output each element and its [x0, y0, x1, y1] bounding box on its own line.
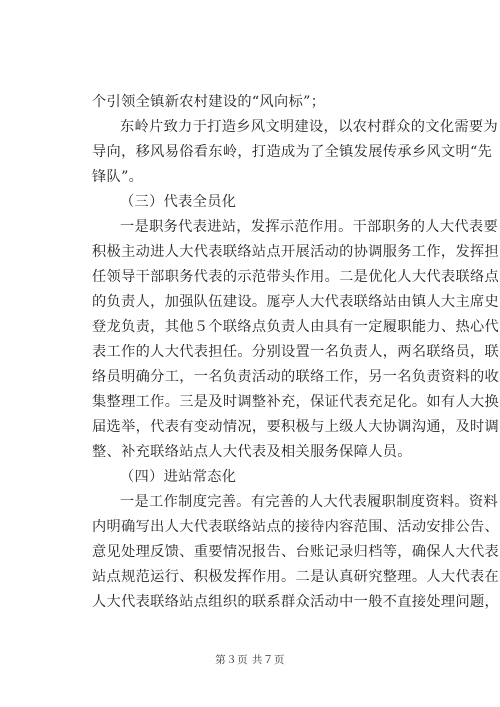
- body-line: 一是职务代表进站，发挥示范作用。干部职务的人大代表要: [120, 219, 498, 235]
- body-line: 积极主动进人大代表联络站点开展活动的协调服务工作，发挥担: [92, 244, 500, 260]
- document-body: [92, 90, 500, 615]
- body-line: 意见处理反馈、重要情况报告、台账记录归档等，确保人大代表: [92, 544, 500, 560]
- body-line: 东岭片致力于打造乡风文明建设，以农村群众的文化需要为: [120, 119, 498, 135]
- body-line: 届选举，代表有变动情况，要积极与上级人大协调沟通，及时调: [92, 419, 500, 435]
- body-line: 导向，移风易俗看东岭，打造成为了全镇发展传承乡风文明“先: [92, 144, 493, 160]
- body-line: 表工作的人大代表担任。分别设置一名负责人，两名联络员，联: [92, 344, 500, 360]
- body-line: 一是工作制度完善。有完善的人大代表履职制度资料。资料: [120, 494, 498, 510]
- body-line: 络员明确分工，一名负责活动的联络工作，另一名负责资料的收: [92, 369, 500, 385]
- body-line: 人大代表联络站点组织的联系群众活动中一般不直接处理问题，: [92, 594, 500, 610]
- body-line: 整、补充联络站点人大代表及相关服务保障人员。: [92, 444, 412, 460]
- body-line: 锋队”。: [92, 169, 144, 185]
- section-heading: （四）进站常态化: [120, 469, 237, 485]
- body-line: 站点规范运行、积极发挥作用。二是认真研究整理。人大代表在: [92, 569, 500, 585]
- page-number-footer: 第３页 共７页: [215, 654, 285, 666]
- body-line: 个引领全镇新农村建设的“风向标”；: [92, 94, 326, 110]
- body-line: 内明确写出人大代表联络站点的接待内容范围、活动安排公告、: [92, 519, 500, 535]
- body-line: 登龙负责，其他５个联络点负责人由具有一定履职能力、热心代: [92, 319, 500, 335]
- body-line: 的负责人，加强队伍建设。厖亭人大代表联络站由镇人大主席史: [92, 294, 500, 310]
- body-line: 集整理工作。三是及时调整补充，保证代表充足化。如有人大换: [92, 394, 500, 410]
- section-heading: （三）代表全员化: [120, 194, 237, 210]
- body-line: 任领导干部职务代表的示范带头作用。二是优化人大代表联络点: [92, 269, 500, 285]
